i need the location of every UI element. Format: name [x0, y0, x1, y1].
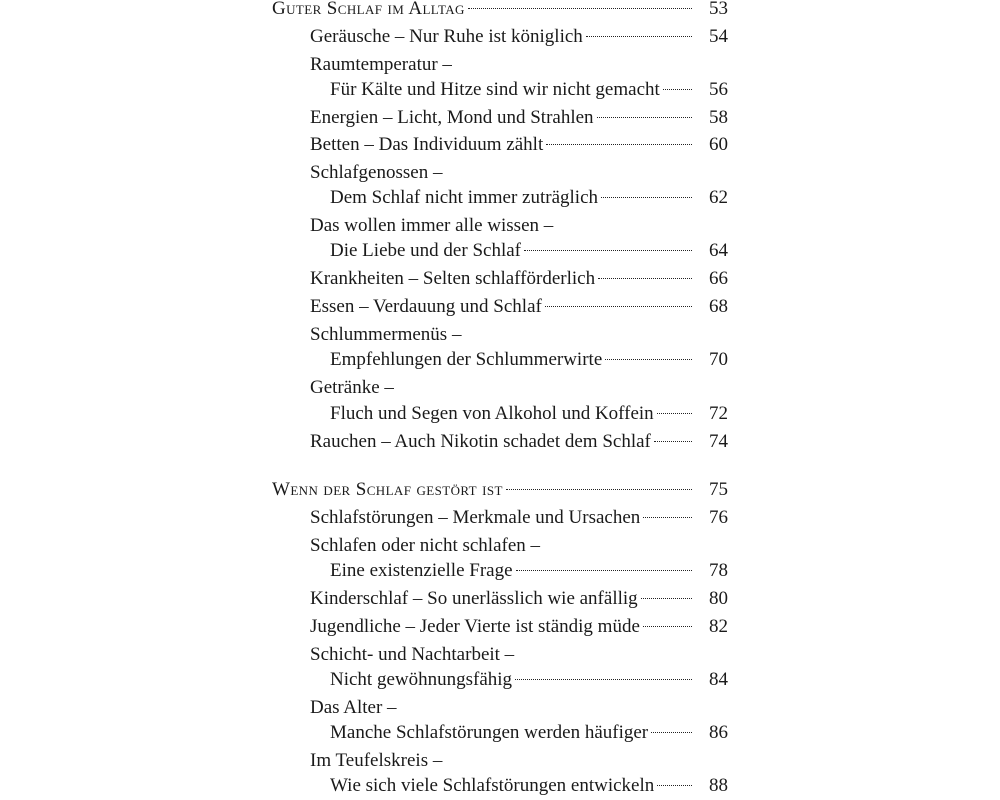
toc-entry-line1	[310, 214, 553, 238]
page-number: 75	[709, 479, 728, 500]
entry-title: Betten – Das Individuum zählt	[310, 134, 544, 155]
entry-subtitle: Fluch und Segen von Alkohol und Koffein	[330, 403, 654, 424]
page-number: 53	[709, 0, 728, 19]
toc-entry	[330, 402, 698, 426]
toc-entry	[310, 295, 698, 319]
dot-leader	[586, 36, 692, 37]
section-heading-wenn-der-schlaf	[272, 478, 698, 502]
dot-leader	[654, 441, 692, 442]
toc-entry-line1	[310, 53, 452, 77]
page-number: 84	[709, 669, 728, 690]
section-heading-guter-schlaf	[272, 0, 698, 21]
toc-entry-line1	[310, 534, 540, 558]
entry-title: Rauchen – Auch Nikotin schadet dem Schlaf	[310, 431, 651, 452]
entry-title: Jugendliche – Jeder Vierte ist ständig müde	[310, 616, 640, 637]
toc-entry	[330, 348, 698, 372]
page-number: 58	[709, 107, 728, 128]
entry-title: Essen – Verdauung und Schlaf	[310, 296, 542, 317]
dot-leader	[601, 197, 692, 198]
entry-title: Schlafstörungen – Merkmale und Ursachen	[310, 507, 641, 528]
entry-subtitle: Dem Schlaf nicht immer zuträglich	[330, 187, 599, 208]
entry-title: Schlummermenüs –	[310, 324, 462, 345]
dot-leader	[663, 89, 692, 90]
toc-entry	[310, 506, 698, 530]
entry-title: Schlafen oder nicht schlafen –	[310, 535, 541, 556]
entry-title: Das wollen immer alle wissen –	[310, 215, 554, 236]
page-number: 60	[709, 134, 728, 155]
entry-subtitle: Für Kälte und Hitze sind wir nicht gemacht	[330, 79, 660, 100]
toc-entry-line1	[310, 643, 514, 667]
toc-entry	[330, 239, 698, 263]
entry-title: Kinderschlaf – So unerlässlich wie anfällig	[310, 588, 638, 609]
page-number: 68	[709, 296, 728, 317]
dot-leader	[597, 117, 692, 118]
toc-entry	[330, 186, 698, 210]
entry-subtitle: Wie sich viele Schlafstörungen entwickeln	[330, 775, 655, 796]
entry-title: Geräusche – Nur Ruhe ist königlich	[310, 26, 583, 47]
entry-title: Getränke –	[310, 377, 394, 398]
dot-leader	[468, 8, 692, 9]
entry-subtitle: Empfehlungen der Schlummerwirte	[330, 349, 603, 370]
entry-subtitle: Manche Schlafstörungen werden häufiger	[330, 722, 649, 743]
entry-title: Im Teufelskreis –	[310, 750, 443, 771]
entry-title: Schlafgenossen –	[310, 162, 443, 183]
dot-leader	[651, 732, 692, 733]
dot-leader	[657, 413, 692, 414]
section-title: Wenn der Schlaf gestört ist	[272, 479, 503, 500]
page-number: 54	[709, 26, 728, 47]
toc-entry	[310, 587, 698, 611]
toc-entry	[330, 721, 698, 745]
entry-title: Energien – Licht, Mond und Strahlen	[310, 107, 594, 128]
entry-subtitle: Eine existenzielle Frage	[330, 560, 513, 581]
toc-entry	[310, 430, 698, 454]
page-number: 86	[709, 722, 728, 743]
page-number: 72	[709, 403, 728, 424]
entry-title: Das Alter –	[310, 697, 397, 718]
toc-entry-line1	[310, 323, 461, 347]
toc-entry-line1	[310, 696, 397, 720]
toc-entry	[330, 559, 698, 583]
dot-leader	[524, 250, 692, 251]
toc-entry	[310, 25, 698, 49]
dot-leader	[643, 626, 692, 627]
dot-leader	[515, 679, 692, 680]
toc-entry	[330, 774, 698, 798]
page-number: 74	[709, 431, 728, 452]
dot-leader	[598, 278, 692, 279]
toc-entry	[310, 267, 698, 291]
toc-entry	[330, 668, 698, 692]
page-number: 88	[709, 775, 728, 796]
page-number: 56	[709, 79, 728, 100]
section-title: Guter Schlaf im Alltag	[272, 0, 465, 19]
toc-entry	[310, 106, 698, 130]
toc-entry-line1	[310, 376, 394, 400]
entry-subtitle: Die Liebe und der Schlaf	[330, 240, 521, 261]
toc-entry	[310, 615, 698, 639]
page-number: 82	[709, 616, 728, 637]
toc-entry-line1	[310, 161, 442, 185]
dot-leader	[643, 517, 692, 518]
page-number: 78	[709, 560, 728, 581]
dot-leader	[605, 359, 692, 360]
entry-title: Krankheiten – Selten schlafförderlich	[310, 268, 596, 289]
page-number: 66	[709, 268, 728, 289]
dot-leader	[516, 570, 692, 571]
page-number: 70	[709, 349, 728, 370]
dot-leader	[545, 306, 692, 307]
dot-leader	[506, 489, 692, 490]
toc-entry	[310, 133, 698, 157]
page-number: 80	[709, 588, 728, 609]
dot-leader	[546, 144, 692, 145]
dot-leader	[657, 785, 692, 786]
entry-title: Raumtemperatur –	[310, 54, 452, 75]
entry-subtitle: Nicht gewöhnungsfähig	[330, 669, 513, 690]
page-number: 64	[709, 240, 728, 261]
page-number: 62	[709, 187, 728, 208]
entry-title: Schicht- und Nachtarbeit –	[310, 644, 515, 665]
toc-entry	[330, 78, 698, 102]
toc-entry-line1	[310, 749, 442, 773]
dot-leader	[641, 598, 692, 599]
page-number: 76	[709, 507, 728, 528]
